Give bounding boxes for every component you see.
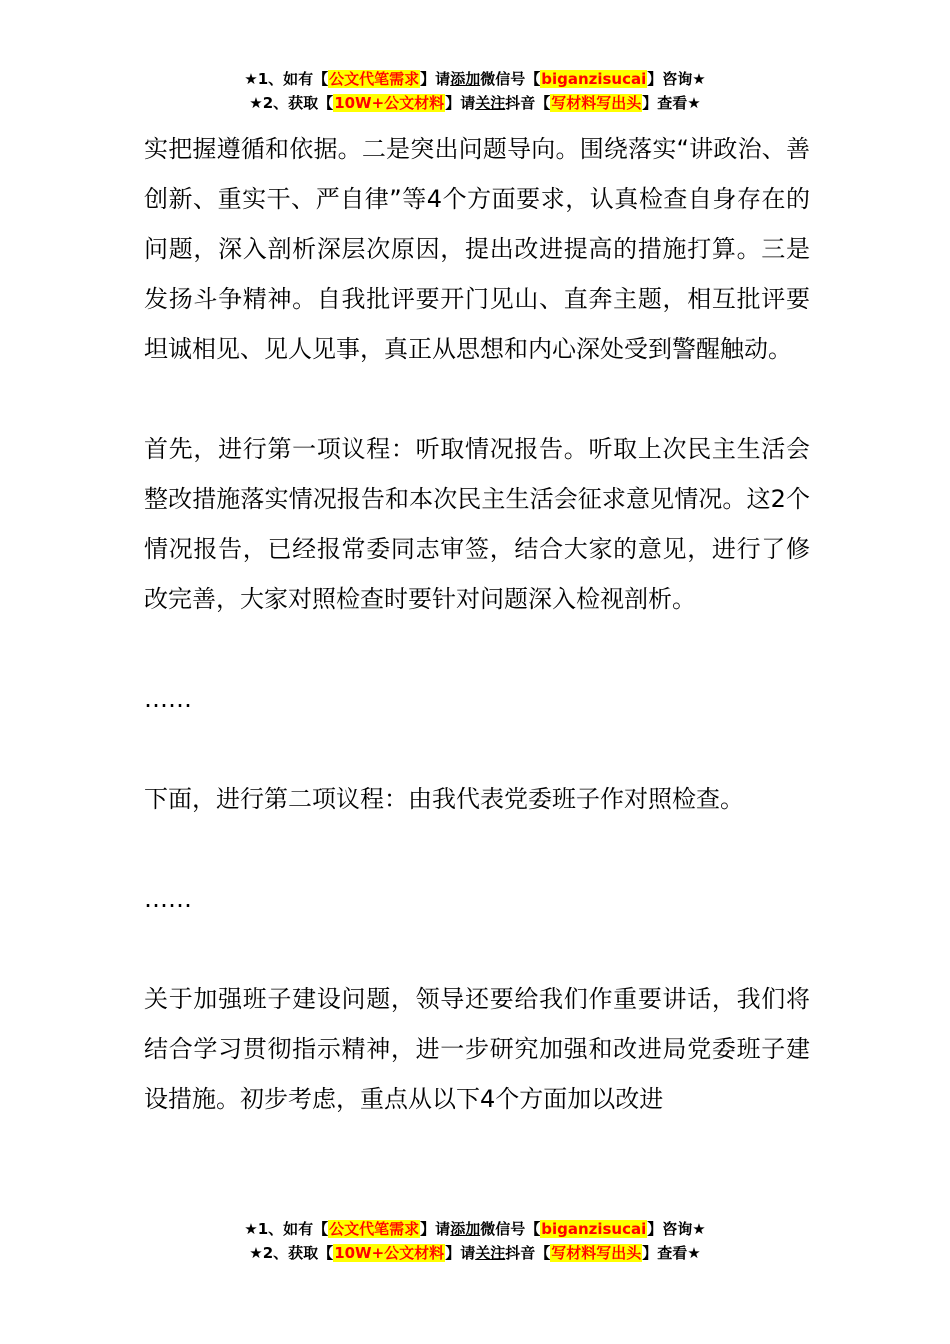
underlined-follow: 关注 (475, 1244, 506, 1262)
underlined-add: 添加 (450, 1220, 481, 1238)
paragraph-requirements: 实把握遵循和依据。二是突出问题导向。围绕落实“讲政治、善创新、重实干、严自律”等4个方面要求，认真检查自身存在的问题，深入剖析深层次原因，提出改进提高的措施打算。三是发扬斗争精神。自我批评要开门见山、直奔主题，相互批评要坦诚相见、见人见事，真正从思想和内心深处受到警醒触动。 (144, 135, 810, 363)
highlight-service: 公文代笔需求 (329, 1220, 420, 1238)
highlight-materials: 10W+公文材料 (334, 1244, 445, 1262)
highlight-service: 公文代笔需求 (329, 70, 420, 88)
highlight-douyin-account: 写材料写出头 (551, 1244, 642, 1262)
document-body (144, 124, 810, 1174)
paragraph-ellipsis: …… (144, 685, 192, 713)
footer-banner (0, 1217, 950, 1265)
underlined-follow: 关注 (475, 94, 506, 112)
banner-line-1: ★1、如有【公文代笔需求】请添加微信号【biganzisucai】咨询★ (244, 1220, 706, 1238)
paragraph-agenda-one: 首先，进行第一项议程：听取情况报告。听取上次民主生活会整改措施落实情况报告和本次民主生活会征求意见情况。这2个情况报告，已经报常委同志审签，结合大家的意见，进行了修改完善，大家对照检查时要针对问题深入检视剖析。 (144, 435, 810, 613)
highlight-wechat-id: biganzisucai (541, 70, 647, 88)
underlined-add: 添加 (450, 70, 481, 88)
banner-line-1: ★1、如有【公文代笔需求】请添加微信号【biganzisucai】咨询★ (244, 70, 706, 88)
highlight-materials: 10W+公文材料 (334, 94, 445, 112)
highlight-wechat-id: biganzisucai (541, 1220, 647, 1238)
header-banner (0, 67, 950, 115)
banner-line-2: ★2、获取【10W+公文材料】请关注抖音【写材料写出头】查看★ (249, 94, 701, 112)
paragraph-team-building: 关于加强班子建设问题，领导还要给我们作重要讲话，我们将结合学习贯彻指示精神，进一步研究加强和改进局党委班子建设措施。初步考虑，重点从以下4个方面加以改进 (144, 985, 810, 1113)
highlight-douyin-account: 写材料写出头 (551, 94, 642, 112)
banner-line-2: ★2、获取【10W+公文材料】请关注抖音【写材料写出头】查看★ (249, 1244, 701, 1262)
paragraph-agenda-two: 下面，进行第二项议程：由我代表党委班子作对照检查。 (144, 785, 744, 813)
paragraph-ellipsis: …… (144, 885, 192, 913)
